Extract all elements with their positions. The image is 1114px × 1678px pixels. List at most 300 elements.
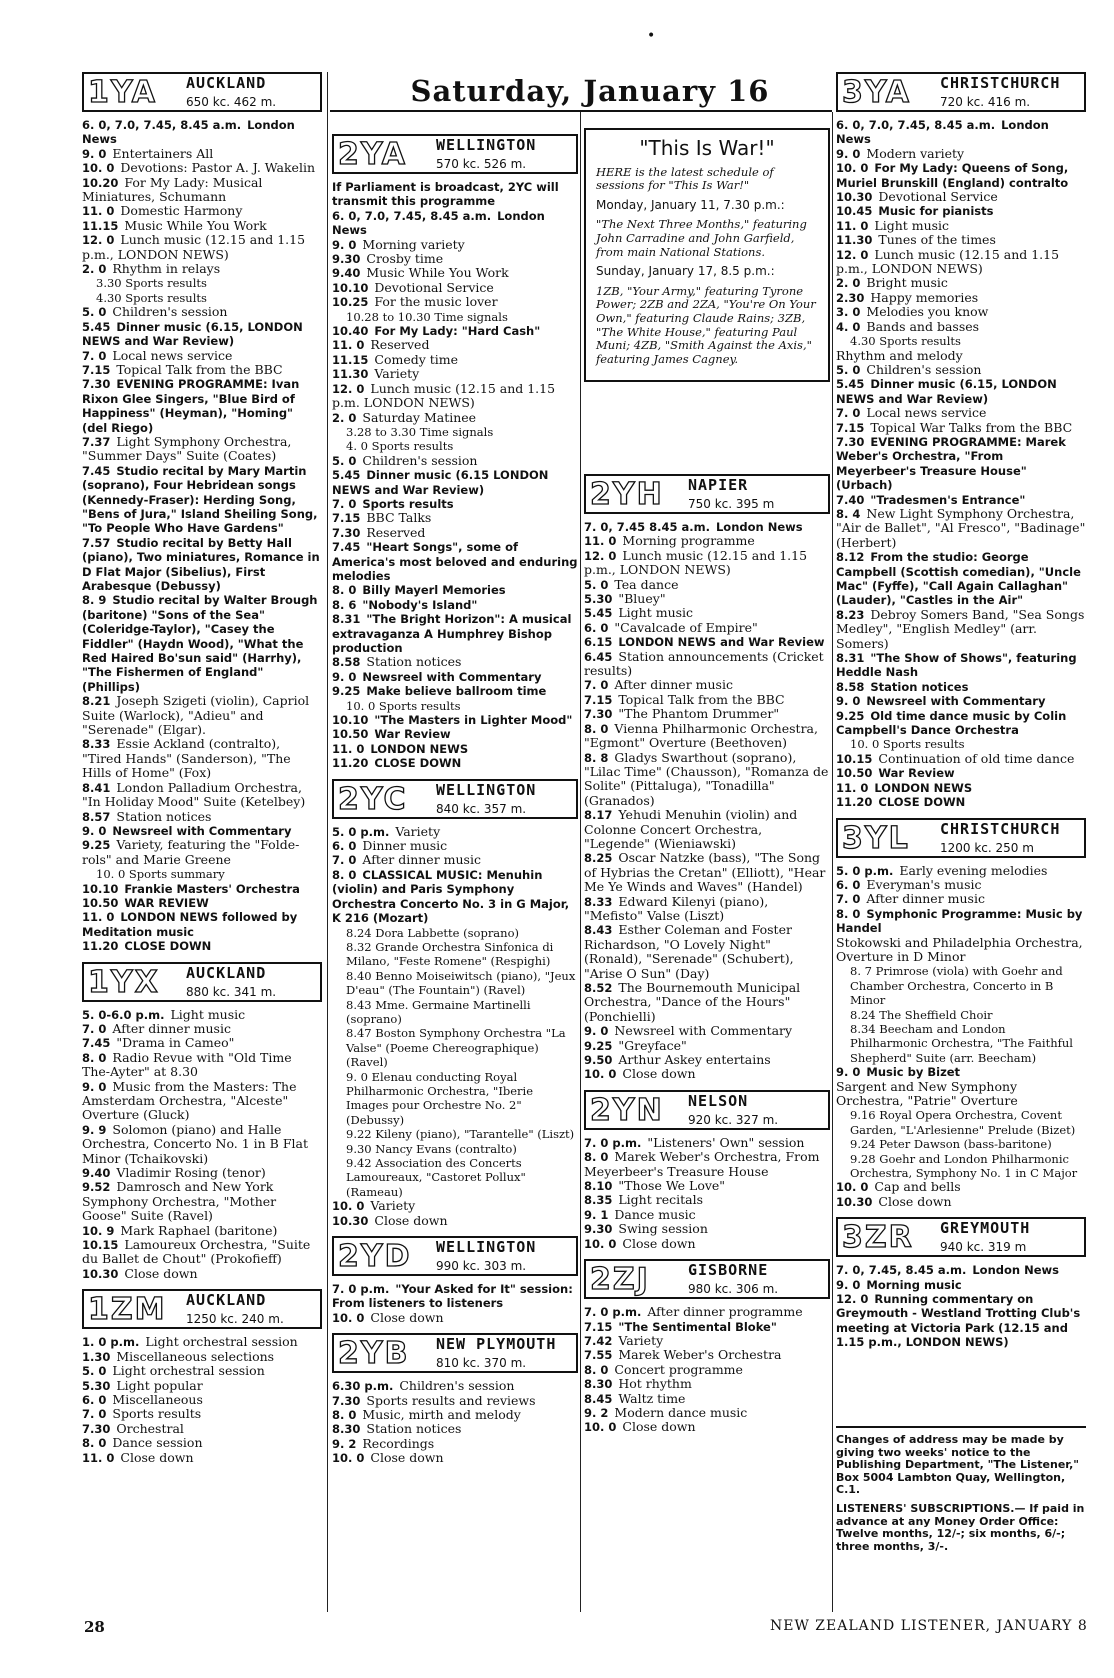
program-entry: [82, 1407, 322, 1421]
program-entry: [584, 1392, 830, 1406]
program-title: Lamoureux Orchestra, "Suite du Ballet de Chout" (Prokofieff): [82, 1237, 311, 1267]
program-title: "The Bright Horizon": A musical extravaganza A Humphrey Bishop production: [332, 612, 572, 655]
program-time: 8.12: [836, 550, 865, 565]
program-entry: [584, 520, 830, 534]
program-time: 7. 0 p.m.: [332, 1282, 390, 1297]
program-time: 11.30: [836, 233, 873, 248]
program-entry: [332, 853, 578, 867]
program-entry: [836, 219, 1086, 233]
program-time: 9. 0: [836, 1065, 861, 1080]
this-is-war-box: [584, 128, 830, 382]
program-time: 9.25: [584, 1038, 613, 1053]
program-entry: [584, 1305, 830, 1319]
program-entry: [82, 1335, 322, 1349]
program-time: 11.20: [332, 756, 369, 771]
program-time: 2. 0: [82, 262, 107, 277]
program-entry: [332, 1127, 578, 1141]
program-time: 10.15: [82, 1238, 119, 1253]
program-title: 10. 0 Sports results: [850, 737, 965, 752]
program-title: Mark Raphael (baritone): [120, 1222, 278, 1238]
program-entry: [836, 363, 1086, 377]
station-city: GREYMOUTH: [940, 1219, 1031, 1238]
program-title: London News: [332, 208, 545, 238]
program-time: 9. 9: [82, 1122, 107, 1137]
program-time: 9.30: [332, 252, 361, 267]
program-title: Light music: [618, 605, 694, 621]
program-title: Sargent and New Symphony Orchestra, "Patrie" Overture: [836, 1078, 1018, 1108]
program-time: 10. 0: [332, 1199, 365, 1214]
program-title: Studio recital by Mary Martin (soprano), Four Hebridean songs (Kennedy-Fraser): Herding Song, "Bens of Jura," Island Sheiling Song, "To People Who Have Gardens": [82, 463, 318, 536]
program-entry: [836, 1137, 1086, 1151]
program-title: Light orchestral session: [145, 1334, 298, 1350]
program-time: 7. 0 p.m.: [584, 1135, 642, 1150]
program-title: If Parliament is broadcast, 2YC will transmit this programme: [332, 180, 559, 209]
program-title: Rhythm and melody: [836, 347, 963, 363]
program-title: LONDON NEWS: [874, 780, 973, 795]
program-title: Newsreel with Commentary: [112, 823, 292, 838]
program-time: 9.25: [836, 708, 865, 723]
program-title: Close down: [622, 1419, 696, 1435]
station-header: [836, 72, 1086, 112]
program-entry: [82, 910, 322, 939]
program-title: "Your Asked for It" session: From listeners to listeners: [332, 1282, 573, 1311]
program-title: 3.30 Sports results: [96, 276, 207, 291]
program-entry: [332, 1394, 578, 1408]
program-time: 7.15: [82, 362, 111, 377]
program-entry: [332, 1156, 578, 1199]
station-city: NAPIER: [688, 476, 749, 494]
program-time: 5.45: [82, 319, 111, 334]
program-title: Oscar Natzke (bass), "The Song of Hybrias the Cretan" (Elliott), "Hear Me Ye Winds and Waves" (Handel): [584, 850, 826, 895]
program-entry: [836, 892, 1086, 906]
program-entry: [332, 742, 578, 756]
program-entry: [836, 1263, 1086, 1277]
program-title: Modern dance music: [614, 1404, 748, 1420]
program-time: 7. 0: [332, 853, 357, 868]
program-title: London News: [82, 118, 295, 147]
program-title: Melodies you know: [866, 304, 989, 320]
program-title: 9. 0 Elenau conducting Royal Philharmonic Orchestra, "Iberie Images pour Orchestre No. 2" (Debussy): [346, 1069, 534, 1127]
program-title: Esther Coleman and Foster Richardson, "O Lovely Night" (Ronald), "Serenade" (Schubert), "Arise O Sun" (Day): [584, 922, 794, 981]
call-sign: 2YH: [590, 477, 664, 512]
program-title: Devotions: Pastor A. J. Wakelin: [120, 160, 316, 176]
program-time: 10.50: [332, 727, 369, 742]
program-title: 9.22 Kileny (piano), "Tarantelle" (Liszt): [346, 1127, 575, 1142]
program-entry: [82, 810, 322, 824]
program-time: 5. 0 p.m.: [332, 824, 390, 839]
program-time: 8.10: [584, 1179, 613, 1194]
title-rule: [330, 110, 832, 112]
program-entry: [332, 868, 578, 926]
program-title: Symphonic Programme: Music by Handel: [836, 906, 1083, 936]
program-time: 6. 0: [82, 1392, 107, 1407]
program-title: Stokowski and Philadelphia Orchestra, Overture in D Minor: [836, 934, 1083, 964]
program-entry: [332, 1379, 578, 1393]
program-time: 5.45: [584, 606, 613, 621]
war-box-date-2: Sunday, January 17, 8.5 p.m.:: [596, 264, 775, 279]
program-entry: [584, 1320, 830, 1334]
program-title: Light popular: [116, 1377, 203, 1393]
program-entry: [836, 276, 1086, 290]
program-entry: [82, 1451, 322, 1465]
program-entry: [82, 536, 322, 594]
program-time: 10.15: [836, 751, 873, 766]
program-entry: [836, 233, 1086, 247]
program-entry: [82, 262, 322, 276]
program-title: Old time dance music by Colin Campbell's Dance Orchestra: [836, 708, 1067, 738]
program-time: 9. 0: [82, 146, 107, 161]
program-time: 10.25: [332, 295, 369, 310]
station-city: WELLINGTON: [436, 780, 537, 799]
program-entry: [836, 1108, 1086, 1137]
program-title: Hot rhythm: [618, 1376, 692, 1392]
program-entry: [332, 382, 578, 411]
station-2zj: [584, 1259, 830, 1443]
call-sign: 1ZM: [88, 1292, 167, 1328]
program-entry: [82, 1022, 322, 1036]
program-time: 7. 0: [836, 892, 861, 907]
program-time: 5.30: [584, 592, 613, 607]
station-3yl: [836, 818, 1086, 1218]
program-time: 8. 0: [584, 721, 609, 736]
program-time: 11. 0: [332, 741, 365, 756]
program-time: 5. 0: [332, 453, 357, 468]
program-entry: [836, 349, 1086, 363]
program-time: 7.15: [584, 692, 613, 707]
station-frequency: 570 kc. 526 m.: [436, 157, 527, 171]
program-time: 11.15: [332, 352, 369, 367]
program-time: 5.45: [836, 377, 865, 392]
program-title: Station notices: [116, 808, 212, 824]
station-city: CHRISTCHURCH: [940, 819, 1061, 838]
program-time: 5. 0: [584, 577, 609, 592]
program-entry: [332, 940, 578, 969]
program-title: Station notices: [870, 679, 969, 694]
program-entry: [836, 248, 1086, 277]
program-time: 9. 2: [584, 1405, 609, 1420]
subscription-rates: LISTENERS' SUBSCRIPTIONS.— If paid in advance at any Money Order Office: Twelve months, 12/-; six months, 6/-; three months, 3/-.: [836, 1501, 1085, 1553]
program-entry: [836, 291, 1086, 305]
program-title: "The Phantom Drummer": [618, 706, 780, 722]
program-title: Studio recital by Walter Brough (baritone) "Sons of the Sea" (Coleridge-Taylor), "Casey the Fiddler" (Haydn Wood), "What the Red Haired Bo'sun said" (Harrhy), "The Fishermen of England" (Phillips): [82, 593, 318, 694]
program-entry: [836, 1065, 1086, 1079]
program-time: 10. 0: [332, 1451, 365, 1466]
program-title: Variety: [370, 1198, 416, 1214]
station-frequency: 810 kc. 370 m.: [436, 1356, 527, 1371]
program-entry: [82, 233, 322, 262]
program-title: 8.40 Benno Moiseiwitsch (piano), "Jeux D'eau" (The Fountain") (Ravel): [346, 968, 576, 998]
program-title: "Those We Love": [618, 1178, 726, 1194]
program-time: 10. 0: [584, 1420, 617, 1435]
program-entry: [332, 1070, 578, 1128]
column-1: [82, 72, 322, 1473]
program-entry: [82, 1224, 322, 1238]
program-time: 10. 0: [82, 161, 115, 176]
program-time: 9. 0: [82, 1079, 107, 1094]
call-sign: 2YD: [338, 1239, 412, 1275]
program-time: 9.30: [584, 1222, 613, 1237]
station-city: GISBORNE: [688, 1261, 769, 1280]
program-title: Variety: [395, 823, 441, 839]
call-sign: 3YL: [842, 820, 910, 856]
program-entry: [82, 161, 322, 175]
program-time: 8. 0: [332, 867, 357, 882]
program-entry: [332, 1451, 578, 1465]
program-title: 8.24 The Sheffield Choir: [850, 1007, 993, 1022]
program-entry: [332, 310, 578, 324]
program-entry: [332, 526, 578, 540]
program-title: Domestic Harmony: [120, 203, 243, 219]
war-box-intro: HERE is the latest schedule of sessions for "This Is War!": [596, 164, 774, 193]
station-frequency: 990 kc. 303 m.: [436, 1259, 527, 1274]
program-time: 2.30: [836, 290, 865, 305]
program-entry: [82, 118, 322, 147]
program-title: EVENING PROGRAMME: Marek Weber's Orchestra, "From Meyerbeer's Treasure House" (Urbach): [836, 434, 1066, 493]
program-time: 10. 0: [332, 1310, 365, 1325]
program-entry: [332, 1214, 578, 1228]
program-entry: [332, 252, 578, 266]
program-time: 7. 0: [332, 496, 357, 511]
program-entry: [584, 1363, 830, 1377]
program-time: 6. 0, 7.0, 7.45, 8.45 a.m.: [332, 208, 492, 223]
program-title: "Listeners' Own" session: [647, 1134, 805, 1150]
spacer: [584, 1082, 830, 1090]
station-header: [332, 134, 578, 174]
program-title: Lunch music (12.15 and 1.15 p.m., LONDON NEWS): [584, 547, 808, 578]
program-title: Make believe ballroom time: [366, 684, 547, 699]
program-time: 9. 0: [836, 146, 861, 161]
program-time: 5. 0-6.0 p.m.: [82, 1007, 165, 1022]
station-frequency: 750 kc. 395 m: [688, 497, 775, 511]
program-time: 7. 0: [82, 1021, 107, 1036]
program-entry: [836, 964, 1086, 1007]
program-entry: [332, 353, 578, 367]
program-entry: [584, 578, 830, 592]
program-time: 6. 0: [332, 839, 357, 854]
program-title: Miscellaneous selections: [116, 1348, 275, 1364]
program-entry: [836, 936, 1086, 965]
program-entry: [584, 592, 830, 606]
program-entry: [584, 751, 830, 809]
program-entry: [584, 1024, 830, 1038]
station-1ya: [82, 72, 322, 962]
program-entry: [584, 1193, 830, 1207]
program-time: 8.31: [836, 651, 865, 666]
program-entry: [836, 752, 1086, 766]
program-time: 12. 0: [82, 233, 115, 248]
station-frequency: 650 kc. 462 m.: [186, 95, 277, 109]
program-entry: [836, 878, 1086, 892]
program-title: Topical Talk from the BBC: [618, 691, 785, 707]
program-time: 10.10: [332, 280, 369, 295]
spacer: [584, 1251, 830, 1259]
program-entry: [836, 608, 1086, 651]
program-title: Close down: [878, 1193, 952, 1209]
program-time: 7.30: [584, 707, 613, 722]
station-city: NELSON: [688, 1091, 749, 1110]
program-entry: [82, 694, 322, 737]
program-entry: [82, 1436, 322, 1450]
program-entry: [82, 1080, 322, 1123]
program-title: "Cavalcade of Empire": [614, 619, 758, 635]
program-entry: [82, 204, 322, 218]
column-rule: [327, 72, 328, 1612]
program-title: Lunch music (12.15 and 1.15 p.m., LONDON NEWS): [836, 246, 1060, 277]
program-title: Reserved: [370, 337, 430, 353]
program-entry: [82, 1267, 322, 1281]
program-entry: [332, 684, 578, 698]
program-title: Variety: [374, 366, 420, 382]
program-title: London News: [715, 520, 803, 534]
spacer: [332, 771, 578, 779]
program-entry: [332, 998, 578, 1027]
program-title: Crosby time: [366, 251, 444, 267]
program-time: 8. 0: [584, 1362, 609, 1377]
station-city: AUCKLAND: [186, 963, 267, 982]
program-entry: [584, 534, 830, 548]
program-time: 9. 0: [82, 823, 107, 838]
program-entry: [584, 635, 830, 649]
program-entry: [836, 1292, 1086, 1350]
program-entry: [82, 737, 322, 780]
program-entry: [82, 305, 322, 319]
program-entry: [82, 824, 322, 838]
program-entry: [836, 781, 1086, 795]
program-time: 7.30: [332, 525, 361, 540]
subscription-notice: [836, 1426, 1086, 1559]
program-entry: [584, 1420, 830, 1434]
program-entry: [584, 1406, 830, 1420]
column-4: [836, 72, 1086, 1358]
program-time: 11.20: [82, 939, 119, 954]
program-time: 8. 0: [836, 906, 861, 921]
program-time: 11. 0: [584, 534, 617, 549]
program-entry: [836, 1080, 1086, 1109]
program-entry: [82, 1422, 322, 1436]
program-time: 9. 2: [332, 1436, 357, 1451]
program-entry: [82, 1379, 322, 1393]
program-time: 8. 9: [82, 593, 107, 608]
program-title: Comedy time: [374, 351, 459, 367]
top-mark: •: [647, 28, 656, 44]
program-time: 11.30: [332, 367, 369, 382]
program-time: 10.30: [836, 1194, 873, 1209]
program-time: 8.58: [836, 679, 865, 694]
war-box-heading: "This Is War!": [639, 136, 775, 160]
program-time: 9.52: [82, 1180, 111, 1195]
program-title: Light music: [170, 1006, 246, 1022]
program-entry: [332, 1437, 578, 1451]
program-title: Studio recital by Betty Hall (piano), Two miniatures, Romance in D Flat Major (Sibelius), First Arabesque (Debussy): [82, 535, 320, 593]
program-entry: [332, 598, 578, 612]
program-title: Devotional Service: [374, 279, 494, 295]
address-notice: Changes of address may be made by giving two weeks' notice to the Publishing Department, "The Listener," Box 5004 Lambton Quay, Wellington, C.1.: [836, 1433, 1079, 1497]
program-entry: [82, 363, 322, 377]
program-entry: [836, 435, 1086, 493]
station-2yn: [584, 1090, 830, 1259]
program-entry: [836, 737, 1086, 751]
program-time: 10.10: [332, 713, 369, 728]
program-title: After dinner music: [112, 1020, 231, 1036]
program-time: 12. 0: [584, 548, 617, 563]
program-title: Newsreel with Commentary: [362, 669, 542, 684]
call-sign: 1YX: [88, 964, 160, 1000]
program-entry: [836, 766, 1086, 780]
program-time: 7.55: [584, 1348, 613, 1363]
program-time: 10. 0: [836, 1180, 869, 1195]
program-time: 2. 0: [836, 276, 861, 291]
program-time: 11. 0: [82, 204, 115, 219]
program-time: 12. 0: [836, 1292, 869, 1307]
program-title: War Review: [878, 766, 955, 781]
program-entry: [836, 694, 1086, 708]
program-title: Dinner music (6.15 LONDON NEWS and War Review): [332, 468, 549, 497]
program-entry: [332, 1142, 578, 1156]
call-sign: 2YC: [338, 781, 408, 817]
program-entry: [584, 1150, 830, 1179]
program-time: 8.30: [332, 1422, 361, 1437]
program-time: 10. 9: [82, 1223, 115, 1238]
program-title: "Bluey": [618, 591, 666, 607]
program-entry: [332, 266, 578, 280]
program-entry: [82, 1180, 322, 1223]
program-time: 8.35: [584, 1193, 613, 1208]
program-time: 9.40: [332, 266, 361, 281]
program-title: After dinner programme: [647, 1304, 803, 1320]
program-title: Saturday Matinee: [362, 409, 477, 425]
program-time: 8.23: [836, 607, 865, 622]
program-title: 8. 7 Primrose (viola) with Goehr and Chamber Orchestra, Concerto in B Minor: [850, 964, 1063, 1008]
program-title: Damrosch and New York Symphony Orchestra, "Mother Goose" Suite (Ravel): [82, 1179, 277, 1224]
program-entry: [836, 118, 1086, 147]
station-frequency: 980 kc. 306 m.: [688, 1282, 779, 1297]
program-time: 10.50: [82, 895, 119, 910]
program-time: 9. 0: [332, 669, 357, 684]
program-time: 12. 0: [332, 381, 365, 396]
program-entry: [584, 808, 830, 851]
program-time: 9. 1: [584, 1207, 609, 1222]
station-city: CHRISTCHURCH: [940, 74, 1061, 92]
program-entry: [82, 1008, 322, 1022]
program-title: 9.28 Goehr and London Philharmonic Orchestra, Symphony No. 1 in C Major: [850, 1151, 1078, 1181]
spacer: [82, 1465, 322, 1473]
program-entry: [332, 1422, 578, 1436]
program-entry: [332, 670, 578, 684]
program-entry: [836, 421, 1086, 435]
station-frequency: 880 kc. 341 m.: [186, 984, 277, 999]
program-time: 10.30: [82, 1266, 119, 1281]
program-entry: [584, 678, 830, 692]
station-2yc: [332, 779, 578, 1236]
program-title: Topical Talk from the BBC: [116, 361, 283, 377]
program-title: Sports results: [112, 1406, 202, 1422]
program-title: After dinner music: [614, 677, 733, 693]
program-entry: [332, 454, 578, 468]
program-entry: [82, 781, 322, 810]
program-title: "Heart Songs", some of America's most beloved and enduring melodies: [332, 540, 578, 583]
program-title: Waltz time: [618, 1390, 686, 1406]
program-time: 11. 0: [332, 338, 365, 353]
spacer: [584, 1435, 830, 1443]
station-header: [332, 1333, 578, 1373]
program-time: 9.50: [584, 1053, 613, 1068]
station-city: AUCKLAND: [186, 74, 267, 92]
program-title: Continuation of old time dance: [878, 750, 1075, 766]
war-box-date-1: Monday, January 11, 7.30 p.m.:: [596, 197, 785, 212]
program-title: 10.28 to 10.30 Time signals: [346, 309, 508, 324]
program-entry: [836, 190, 1086, 204]
program-entry: [332, 338, 578, 352]
